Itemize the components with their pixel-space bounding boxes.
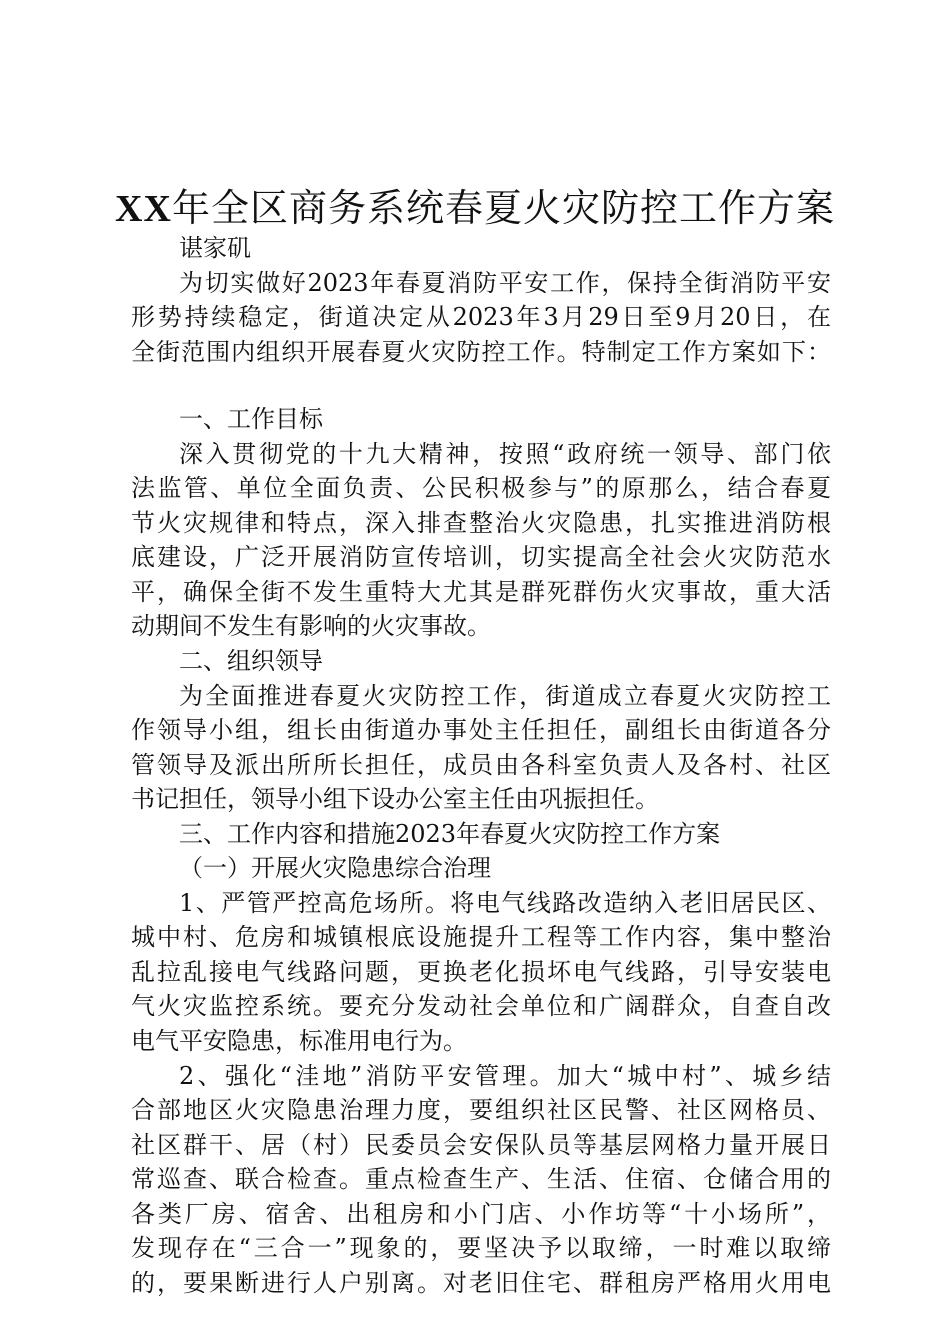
paragraph-line: 气火灾监控系统。要充分发动社会单位和广阔群众，自查自改 — [131, 992, 831, 1021]
blank-line — [131, 369, 831, 402]
paragraph-line: 乱拉乱接电气线路问题，更换老化损坏电气线路，引导安装电 — [131, 957, 831, 986]
document-title — [0, 183, 950, 234]
paragraph-line: 形势持续稳定，街道决定从2023年3月29日至9月20日，在 — [131, 303, 831, 332]
paragraph-line: 全街范围内组织开展春夏火灾防控工作。特制定工作方案如下： — [131, 337, 831, 366]
section-heading: 二、组织领导 — [179, 647, 323, 676]
paragraph-line: 管领导及派出所所长担任，成员由各科室负责人及各村、社区 — [131, 750, 831, 779]
paragraph-line: 平，确保全街不发生重特大尤其是群死群伤火灾事故，重大活 — [131, 577, 831, 606]
paragraph-line: 各类厂房、宿舍、出租房和小门店、小作坊等“十小场所”， — [131, 1199, 831, 1228]
paragraph-line: 作领导小组，组长由街道办事处主任担任，副组长由街道各分 — [131, 716, 831, 745]
author-line: 谌家矶 — [179, 234, 251, 262]
paragraph-line: 电气平安隐患，标准用电行为。 — [131, 1027, 467, 1056]
section-heading: 一、工作目标 — [179, 405, 323, 434]
paragraph-line: 为切实做好2023年春夏消防平安工作，保持全街消防平安 — [179, 268, 831, 297]
paragraph-line: 常巡查、联合检查。重点检查生产、生活、住宿、仓储合用的 — [131, 1165, 831, 1194]
title-main: 年全区商务系统春夏火灾防控工作方案 — [171, 186, 835, 230]
paragraph-line: 书记担任，领导小组下设办公室主任由巩振担任。 — [131, 785, 659, 814]
paragraph-line: 为全面推进春夏火灾防控工作，街道成立春夏火灾防控工 — [179, 681, 831, 710]
paragraph-line: 1、严管严控高危场所。将电气线路改造纳入老旧居民区、 — [179, 888, 831, 917]
paragraph-line: 的，要果断进行人户别离。对老旧住宅、群租房严格用火用电 — [131, 1268, 831, 1297]
section-heading: 三、工作内容和措施2023年春夏火灾防控工作方案 — [179, 819, 721, 848]
paragraph-line: 节火灾规律和特点，深入排查整治火灾隐患，扎实推进消防根 — [131, 508, 831, 537]
paragraph-line: 城中村、危房和城镇根底设施提升工程等工作内容，集中整治 — [131, 923, 831, 952]
paragraph-line: 社区群干、居（村）民委员会安保队员等基层网格力量开展日 — [131, 1130, 831, 1159]
paragraph-line: 发现存在“三合一”现象的，要坚决予以取缔，一时难以取缔 — [131, 1234, 831, 1263]
paragraph-line: 合部地区火灾隐患治理力度，要组织社区民警、社区网格员、 — [131, 1096, 831, 1125]
title-prefix: XX — [115, 188, 172, 230]
subsection-heading: （一）开展火灾隐患综合治理 — [179, 854, 491, 883]
paragraph-line: 深入贯彻党的十九大精神，按照“政府统一领导、部门依 — [179, 439, 831, 468]
paragraph-line: 法监管、单位全面负责、公民积极参与”的原那么，结合春夏 — [131, 474, 831, 503]
paragraph-line: 底建设，广泛开展消防宣传培训，切实提高全社会火灾防范水 — [131, 543, 831, 572]
paragraph-line: 2、强化“洼地”消防平安管理。加大“城中村”、城乡结 — [179, 1061, 831, 1090]
paragraph-line: 动期间不发生有影响的火灾事故。 — [131, 612, 491, 641]
document-body — [131, 231, 831, 1300]
